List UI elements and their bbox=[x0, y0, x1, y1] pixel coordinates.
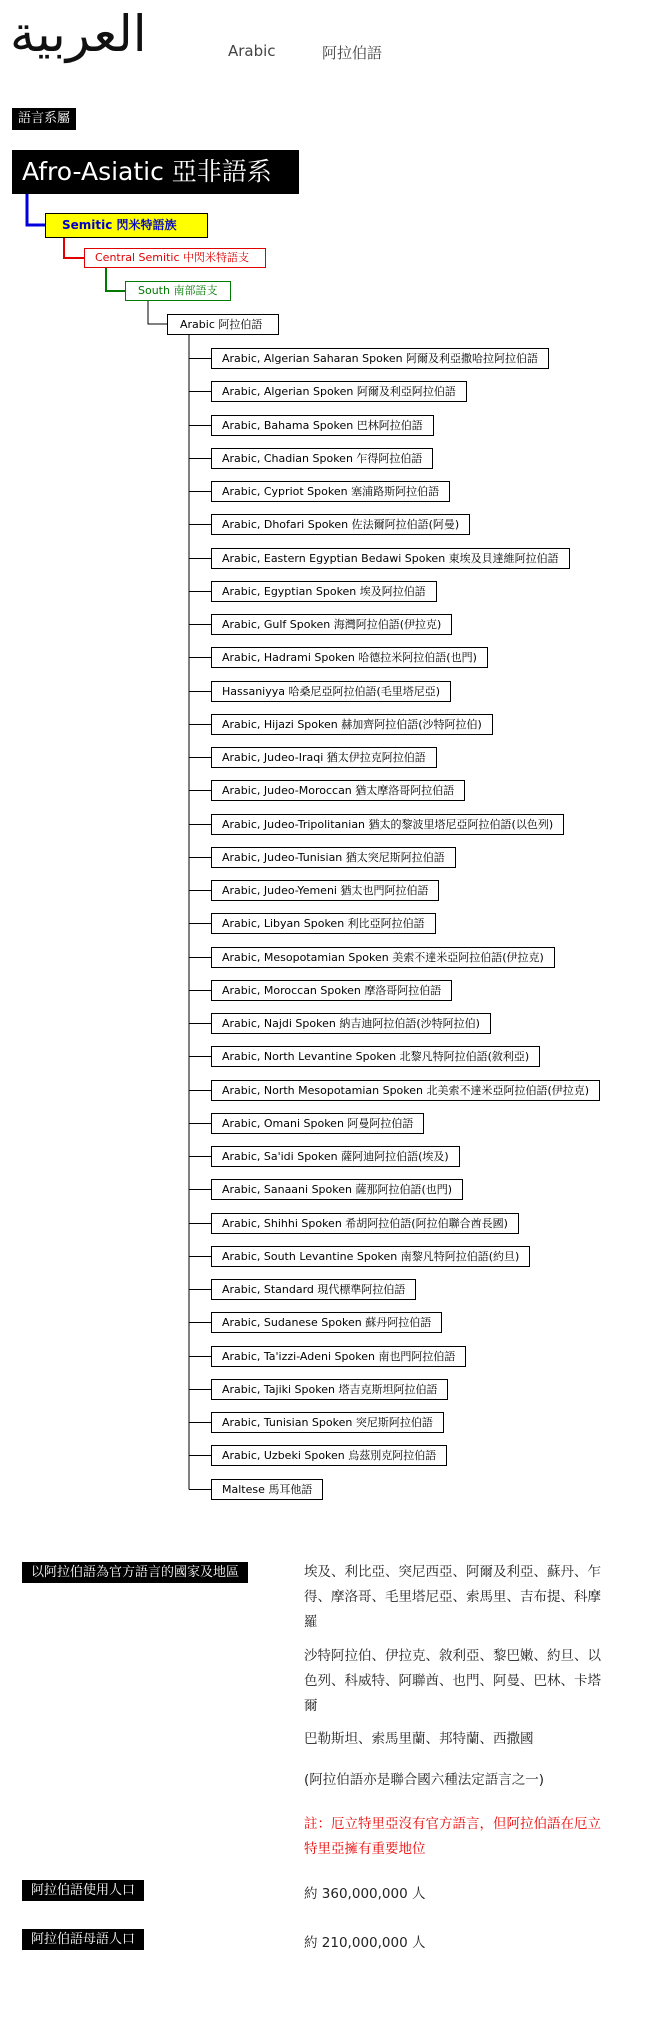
speakers-population-label: 阿拉伯語使用人口 bbox=[22, 1880, 144, 1901]
tree-leaf-variety: Arabic, Shihhi Spoken 希胡阿拉伯語(阿拉伯聯合酋長國) bbox=[211, 1213, 519, 1234]
tree-leaf-variety: Arabic, Tunisian Spoken 突尼斯阿拉伯語 bbox=[211, 1412, 444, 1433]
official-countries-africa: 埃及、利比亞、突尼西亞、阿爾及利亞、蘇丹、乍得、摩洛哥、毛里塔尼亞、索馬里、吉布提、科摩羅 bbox=[304, 1564, 601, 1630]
connector-arabic bbox=[148, 301, 167, 324]
tree-leaf-variety: Arabic, Algerian Saharan Spoken 阿爾及利亞撒哈拉阿拉伯語 bbox=[211, 348, 549, 369]
tree-leaf-variety: Maltese 馬耳他語 bbox=[211, 1479, 323, 1500]
language-family-label: 語言系屬 bbox=[12, 108, 76, 130]
tree-leaf-variety: Arabic, Gulf Spoken 海灣阿拉伯語(伊拉克) bbox=[211, 614, 452, 635]
tree-leaf-variety: Arabic, Algerian Spoken 阿爾及利亞阿拉伯語 bbox=[211, 381, 467, 402]
tree-leaf-variety: Arabic, Chadian Spoken 乍得阿拉伯語 bbox=[211, 448, 433, 469]
tree-leaf-variety: Arabic, Egyptian Spoken 埃及阿拉伯語 bbox=[211, 581, 437, 602]
eritrea-note: 註：厄立特里亞沒有官方語言，但阿拉伯語在厄立特里亞擁有重要地位 bbox=[304, 1816, 601, 1857]
tree-leaf-variety: Arabic, Sa'idi Spoken 薩阿迪阿拉伯語(埃及) bbox=[211, 1146, 460, 1167]
tree-leaf-variety: Arabic, Sanaani Spoken 薩那阿拉伯語(也門) bbox=[211, 1179, 463, 1200]
connector-semitic bbox=[27, 194, 45, 225]
tree-node-central-semitic: Central Semitic 中閃米特語支 bbox=[84, 248, 266, 268]
tree-leaf-variety: Arabic, Omani Spoken 阿曼阿拉伯語 bbox=[211, 1113, 424, 1134]
native-speakers-label: 阿拉伯語母語人口 bbox=[22, 1929, 144, 1950]
speakers-population-value: 約 360,000,000 人 bbox=[304, 1886, 426, 1902]
native-speakers-value: 約 210,000,000 人 bbox=[304, 1935, 426, 1951]
tree-leaf-variety: Hassaniyya 哈桑尼亞阿拉伯語(毛里塔尼亞) bbox=[211, 681, 451, 702]
tree-leaf-variety: Arabic, Libyan Spoken 利比亞阿拉伯語 bbox=[211, 913, 436, 934]
tree-leaf-variety: Arabic, Judeo-Iraqi 猶太伊拉克阿拉伯語 bbox=[211, 747, 437, 768]
tree-leaf-variety: Arabic, Eastern Egyptian Bedawi Spoken 東埃及貝達維阿拉伯語 bbox=[211, 548, 570, 569]
tree-node-arabic: Arabic 阿拉伯語 bbox=[167, 314, 279, 335]
arabic-script-logo: العربية bbox=[10, 5, 147, 63]
official-countries-label: 以阿拉伯語為官方語言的國家及地區 bbox=[22, 1562, 248, 1583]
tree-leaf-variety: Arabic, Uzbeki Spoken 烏茲別克阿拉伯語 bbox=[211, 1445, 447, 1466]
tree-leaf-variety: Arabic, North Mesopotamian Spoken 北美索不達米亞阿拉伯語(伊拉克) bbox=[211, 1080, 600, 1101]
connector-south bbox=[106, 268, 125, 291]
leaf-connectors bbox=[189, 335, 211, 1490]
tree-node-semitic: Semitic 閃米特語族 bbox=[45, 213, 208, 238]
language-name-chinese: 阿拉伯語 bbox=[322, 44, 383, 62]
tree-leaf-variety: Arabic, Moroccan Spoken 摩洛哥阿拉伯語 bbox=[211, 980, 452, 1001]
connector-central bbox=[64, 238, 84, 258]
tree-leaf-variety: Arabic, Hijazi Spoken 赫加齊阿拉伯語(沙特阿拉伯) bbox=[211, 714, 493, 735]
language-name-english: Arabic bbox=[228, 42, 276, 60]
tree-leaf-variety: Arabic, Judeo-Tunisian 猶太突尼斯阿拉伯語 bbox=[211, 847, 456, 868]
tree-leaf-variety: Arabic, South Levantine Spoken 南黎凡特阿拉伯語(約旦) bbox=[211, 1246, 530, 1267]
tree-leaf-variety: Arabic, Tajiki Spoken 塔吉克斯坦阿拉伯語 bbox=[211, 1379, 448, 1400]
tree-node-south: South 南部語支 bbox=[125, 281, 231, 301]
tree-leaf-variety: Arabic, Najdi Spoken 納吉迪阿拉伯語(沙特阿拉伯) bbox=[211, 1013, 491, 1034]
tree-leaf-variety: Arabic, Bahama Spoken 巴林阿拉伯語 bbox=[211, 415, 434, 436]
tree-leaf-variety: Arabic, North Levantine Spoken 北黎凡特阿拉伯語(敘利亞) bbox=[211, 1046, 540, 1067]
official-countries-others: 巴勒斯坦、索馬里蘭、邦特蘭、西撒國 bbox=[304, 1731, 534, 1747]
tree-leaf-variety: Arabic, Cypriot Spoken 塞浦路斯阿拉伯語 bbox=[211, 481, 450, 502]
tree-leaf-variety: Arabic, Sudanese Spoken 蘇丹阿拉伯語 bbox=[211, 1312, 442, 1333]
tree-leaf-variety: Arabic, Judeo-Moroccan 猶太摩洛哥阿拉伯語 bbox=[211, 780, 465, 801]
tree-leaf-variety: Arabic, Mesopotamian Spoken 美索不達米亞阿拉伯語(伊拉克) bbox=[211, 947, 555, 968]
tree-leaf-variety: Arabic, Standard 現代標準阿拉伯語 bbox=[211, 1279, 416, 1300]
tree-leaf-variety: Arabic, Judeo-Yemeni 猶太也門阿拉伯語 bbox=[211, 880, 439, 901]
tree-leaf-variety: Arabic, Judeo-Tripolitanian 猶太的黎波里塔尼亞阿拉伯語(以色列) bbox=[211, 814, 564, 835]
tree-leaf-variety: Arabic, Dhofari Spoken 佐法爾阿拉伯語(阿曼) bbox=[211, 514, 470, 535]
un-official-note: (阿拉伯語亦是聯合國六種法定語言之一) bbox=[304, 1772, 545, 1788]
tree-leaf-variety: Arabic, Ta'izzi-Adeni Spoken 南也門阿拉伯語 bbox=[211, 1346, 466, 1367]
official-countries-asia: 沙特阿拉伯、伊拉克、敘利亞、黎巴嫩、約旦、以色列、科威特、阿聯酋、也門、阿曼、巴林、卡塔爾 bbox=[304, 1648, 601, 1714]
tree-root-afro-asiatic: Afro-Asiatic 亞非語系 bbox=[12, 150, 299, 194]
tree-leaf-variety: Arabic, Hadrami Spoken 哈德拉米阿拉伯語(也門) bbox=[211, 647, 488, 668]
